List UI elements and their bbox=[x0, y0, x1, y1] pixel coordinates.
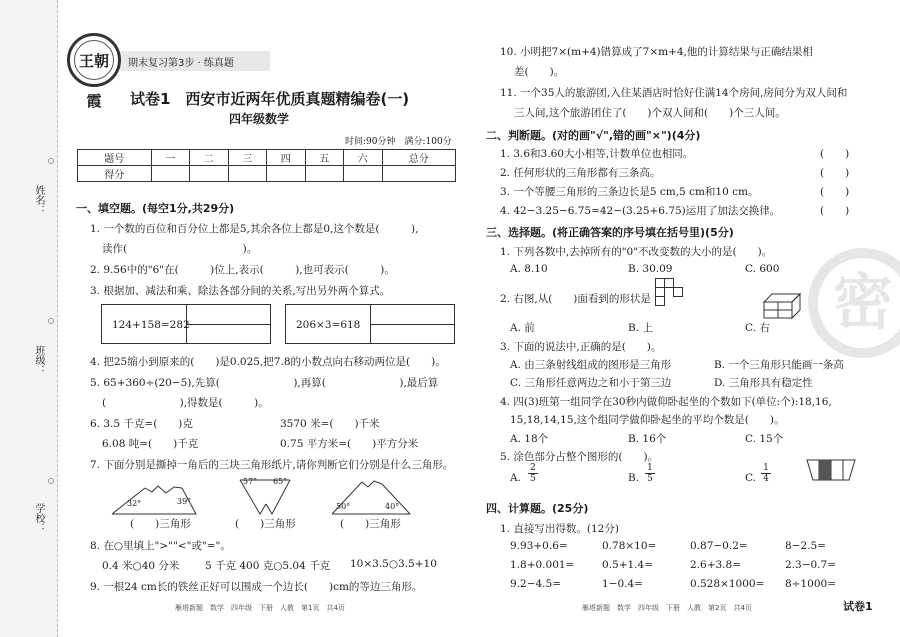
equation-1: 124+158=282 bbox=[112, 319, 190, 331]
calc-item: 1−0.4= bbox=[602, 578, 643, 590]
judge-blank[interactable]: ( ) bbox=[820, 148, 850, 160]
calc-item: 0.528×1000= bbox=[690, 578, 765, 590]
choice-1c: C. 600 bbox=[745, 263, 780, 275]
seal-watermark: 密 bbox=[808, 248, 900, 358]
choice-5: 5. 涂色部分占整个图形的( )。 bbox=[500, 451, 659, 463]
choice-2b: B. 上 bbox=[628, 322, 653, 334]
angle-label: 65° bbox=[273, 477, 288, 486]
choice-4: 4. 四(3)班第一组同学在30秒内做仰卧起坐的个数如下(单位:个):18,16, bbox=[500, 396, 832, 408]
triangle-answer-1: ( )三角形 bbox=[130, 518, 191, 530]
judge-blank[interactable]: ( ) bbox=[820, 186, 850, 198]
triangle-1-torn bbox=[145, 486, 182, 493]
triangle-answer-3: ( )三角形 bbox=[340, 518, 401, 530]
choice-3a: A. 由三条射线组成的图形是三角形 bbox=[510, 359, 672, 371]
score-row-label: 得分 bbox=[78, 166, 152, 182]
binding-hole bbox=[48, 318, 54, 324]
choice-4a: A. 18个 bbox=[510, 433, 549, 445]
choice-5c: C. bbox=[745, 472, 756, 484]
calc-item: 2.3−0.7= bbox=[785, 559, 836, 571]
judge-4: 4. 42−3.25−6.75=42−(3.25+6.75)运用了加法交换律。 bbox=[500, 205, 781, 217]
choice-4c: C. 15个 bbox=[745, 433, 784, 445]
question-1-cont: 读作( )。 bbox=[102, 243, 258, 255]
score-header: 三 bbox=[228, 150, 267, 166]
score-cell[interactable] bbox=[228, 166, 267, 182]
choice-2: 2. 右图,从( )面看到的形状是 bbox=[500, 293, 651, 305]
judge-1: 1. 3.6和3.60大小相等,计数单位也相同。 bbox=[500, 148, 694, 160]
angle-label: 50° bbox=[336, 502, 351, 511]
calc-item: 1.8+0.001= bbox=[510, 559, 575, 571]
question-2: 2. 9.56中的"6"在( )位上,表示( ),也可表示( )。 bbox=[90, 264, 395, 276]
score-header: 题号 bbox=[78, 150, 152, 166]
calc-intro: 1. 直接写出得数。(12分) bbox=[500, 523, 619, 535]
section2-title: 二、判断题。(对的画"√",错的画"×")(4分) bbox=[486, 129, 701, 142]
question-4: 4. 把25缩小到原来的( )是0.025,把7.8的小数点向右移动两位是( )。 bbox=[90, 356, 446, 368]
parallelogram-figure bbox=[806, 459, 856, 481]
choice-4b: B. 16个 bbox=[628, 433, 667, 445]
fraction-b: 1 5 bbox=[645, 463, 655, 484]
judge-3: 3. 一个等腰三角形的三条边长是5 cm,5 cm和10 cm。 bbox=[500, 186, 759, 198]
judge-blank[interactable]: ( ) bbox=[820, 167, 850, 179]
score-cell[interactable] bbox=[190, 166, 229, 182]
triangle-3-torn bbox=[362, 481, 382, 487]
choice-5b: B. bbox=[628, 472, 640, 484]
score-header: 总分 bbox=[382, 150, 456, 166]
fraction-c: 1 4 bbox=[761, 463, 771, 484]
choice-1: 1. 下列各数中,去掉所有的"0"不改变数的大小的是( )。 bbox=[500, 246, 773, 258]
cube-stack bbox=[762, 292, 806, 320]
exam-title: 试卷1 西安市近两年优质真题精编卷(一) bbox=[130, 90, 410, 108]
class-label: 班级： bbox=[33, 345, 44, 375]
section4-title: 四、计算题。(25分) bbox=[486, 502, 589, 515]
question-6c: 6.08 吨=( )千克 bbox=[102, 438, 199, 450]
score-header: 六 bbox=[344, 150, 383, 166]
judge-blank[interactable]: ( ) bbox=[820, 205, 850, 217]
angle-label: 40° bbox=[385, 502, 400, 511]
angle-label: 32° bbox=[127, 499, 142, 508]
score-header: 四 bbox=[267, 150, 306, 166]
choice-2a: A. 前 bbox=[510, 322, 535, 334]
question-10: 10. 小明把7×(m+4)错算成了7×m+4,他的计算结果与正确结果相 bbox=[500, 46, 813, 58]
choice-3: 3. 下面的说法中,正确的是( )。 bbox=[500, 341, 662, 353]
triangle-answer-2: ( )三角形 bbox=[235, 518, 296, 530]
question-8a: 0.4 米○40 分米 bbox=[102, 560, 180, 572]
question-8b: 5 千克 400 克○5.04 千克 bbox=[205, 560, 331, 572]
school-label: 学校： bbox=[33, 503, 44, 533]
question-7: 7. 下面分别是撕掉一角后的三块三角形纸片,请你判断它们分别是什么三角形。 bbox=[90, 459, 454, 471]
angle-label: 57° bbox=[243, 477, 258, 486]
binding-hole bbox=[48, 158, 54, 164]
choice-3d: D. 三角形具有稳定性 bbox=[714, 377, 813, 389]
choice-5a: A. bbox=[510, 472, 521, 484]
score-cell[interactable] bbox=[151, 166, 190, 182]
calc-item: 8−2.5= bbox=[785, 540, 826, 552]
question-10-cont: 差( )。 bbox=[514, 66, 565, 78]
question-9: 9. 一根24 cm长的铁丝正好可以围成一个边长( )cm的等边三角形。 bbox=[90, 581, 423, 593]
question-11: 11. 一个35人的旅游团,入住某酒店时恰好住满14个房间,房间分为双人间和 bbox=[500, 87, 848, 99]
score-cell[interactable] bbox=[382, 166, 456, 182]
judge-2: 2. 任何形状的三角形都有三条高。 bbox=[500, 167, 661, 179]
question-8: 8. 在○里填上">""<"或"="。 bbox=[90, 540, 231, 552]
footer-tag: 试卷1 bbox=[843, 600, 873, 613]
time-info: 时间:90分钟 满分:100分 bbox=[345, 137, 452, 147]
equation-box-2 bbox=[285, 304, 455, 344]
score-cell[interactable] bbox=[305, 166, 344, 182]
question-11-cont: 三人间,这个旅游团住了( )个双人间和( )个三人间。 bbox=[514, 107, 786, 119]
choice-4-cont: 15,18,14,15,这个组同学做仰卧起坐的平均个数是( )。 bbox=[510, 414, 785, 426]
choice-1b: B. 30.09 bbox=[628, 263, 673, 275]
calc-item: 9.93+0.6= bbox=[510, 540, 568, 552]
angle-label: 39° bbox=[177, 497, 192, 506]
question-6d: 0.75 平方米=( )平方分米 bbox=[280, 438, 419, 450]
score-header: 二 bbox=[190, 150, 229, 166]
score-header: 五 bbox=[305, 150, 344, 166]
logo: 王朝霞 bbox=[67, 33, 121, 87]
footer-right: 雁塔新题 数学 四年级 下册 人教 第2页 共4页 bbox=[582, 604, 752, 612]
calc-item: 0.78×10= bbox=[602, 540, 657, 552]
footer-left: 雁塔新题 数学 四年级 下册 人教 第1页 共4页 bbox=[175, 604, 345, 612]
question-5-cont: ( ),得数是( )。 bbox=[102, 397, 269, 409]
equation-2: 206×3=618 bbox=[296, 319, 361, 331]
score-table bbox=[77, 149, 456, 182]
name-label: 姓名： bbox=[33, 185, 44, 215]
question-8c: 10×3.5○3.5+10 bbox=[350, 558, 437, 570]
question-5: 5. 65+360÷(20−5),先算( ),再算( ),最后算 bbox=[90, 377, 439, 389]
score-header: 一 bbox=[151, 150, 190, 166]
score-cell[interactable] bbox=[344, 166, 383, 182]
step-label: 期末复习第3步 · 练真题 bbox=[128, 58, 234, 69]
choice-1a: A. 8.10 bbox=[510, 263, 548, 275]
section1-title: 一、填空题。(每空1分,共29分) bbox=[76, 202, 235, 215]
calc-item: 0.5+1.4= bbox=[602, 559, 653, 571]
choice-3b: B. 一个三角形只能画一条高 bbox=[714, 359, 844, 371]
section3-title: 三、选择题。(将正确答案的序号填在括号里)(5分) bbox=[486, 226, 734, 239]
calc-item: 9.2−4.5= bbox=[510, 578, 561, 590]
choice-3c: C. 三角形任意两边之和小于第三边 bbox=[510, 377, 672, 389]
view-shape bbox=[655, 278, 683, 314]
question-6b: 3570 米=( )千米 bbox=[280, 418, 380, 430]
binding-hole bbox=[48, 478, 54, 484]
question-6a: 6. 3.5 千克=( )克 bbox=[90, 418, 193, 430]
calc-item: 0.87−0.2= bbox=[690, 540, 748, 552]
question-1: 1. 一个数的百位和百分位上都是5,其余各位上都是0,这个数是( ), bbox=[90, 223, 419, 235]
calc-item: 2.6+3.8= bbox=[690, 559, 741, 571]
equation-box-1 bbox=[101, 304, 271, 344]
calc-item: 8÷1000= bbox=[785, 578, 836, 590]
fraction-a: 2 5 bbox=[528, 463, 538, 484]
score-cell[interactable] bbox=[267, 166, 306, 182]
exam-subtitle: 四年级数学 bbox=[229, 112, 290, 126]
question-3: 3. 根据加、减法和乘、除法各部分间的关系,写出另外两个算式。 bbox=[90, 285, 391, 297]
choice-2c: C. 右 bbox=[745, 322, 770, 334]
